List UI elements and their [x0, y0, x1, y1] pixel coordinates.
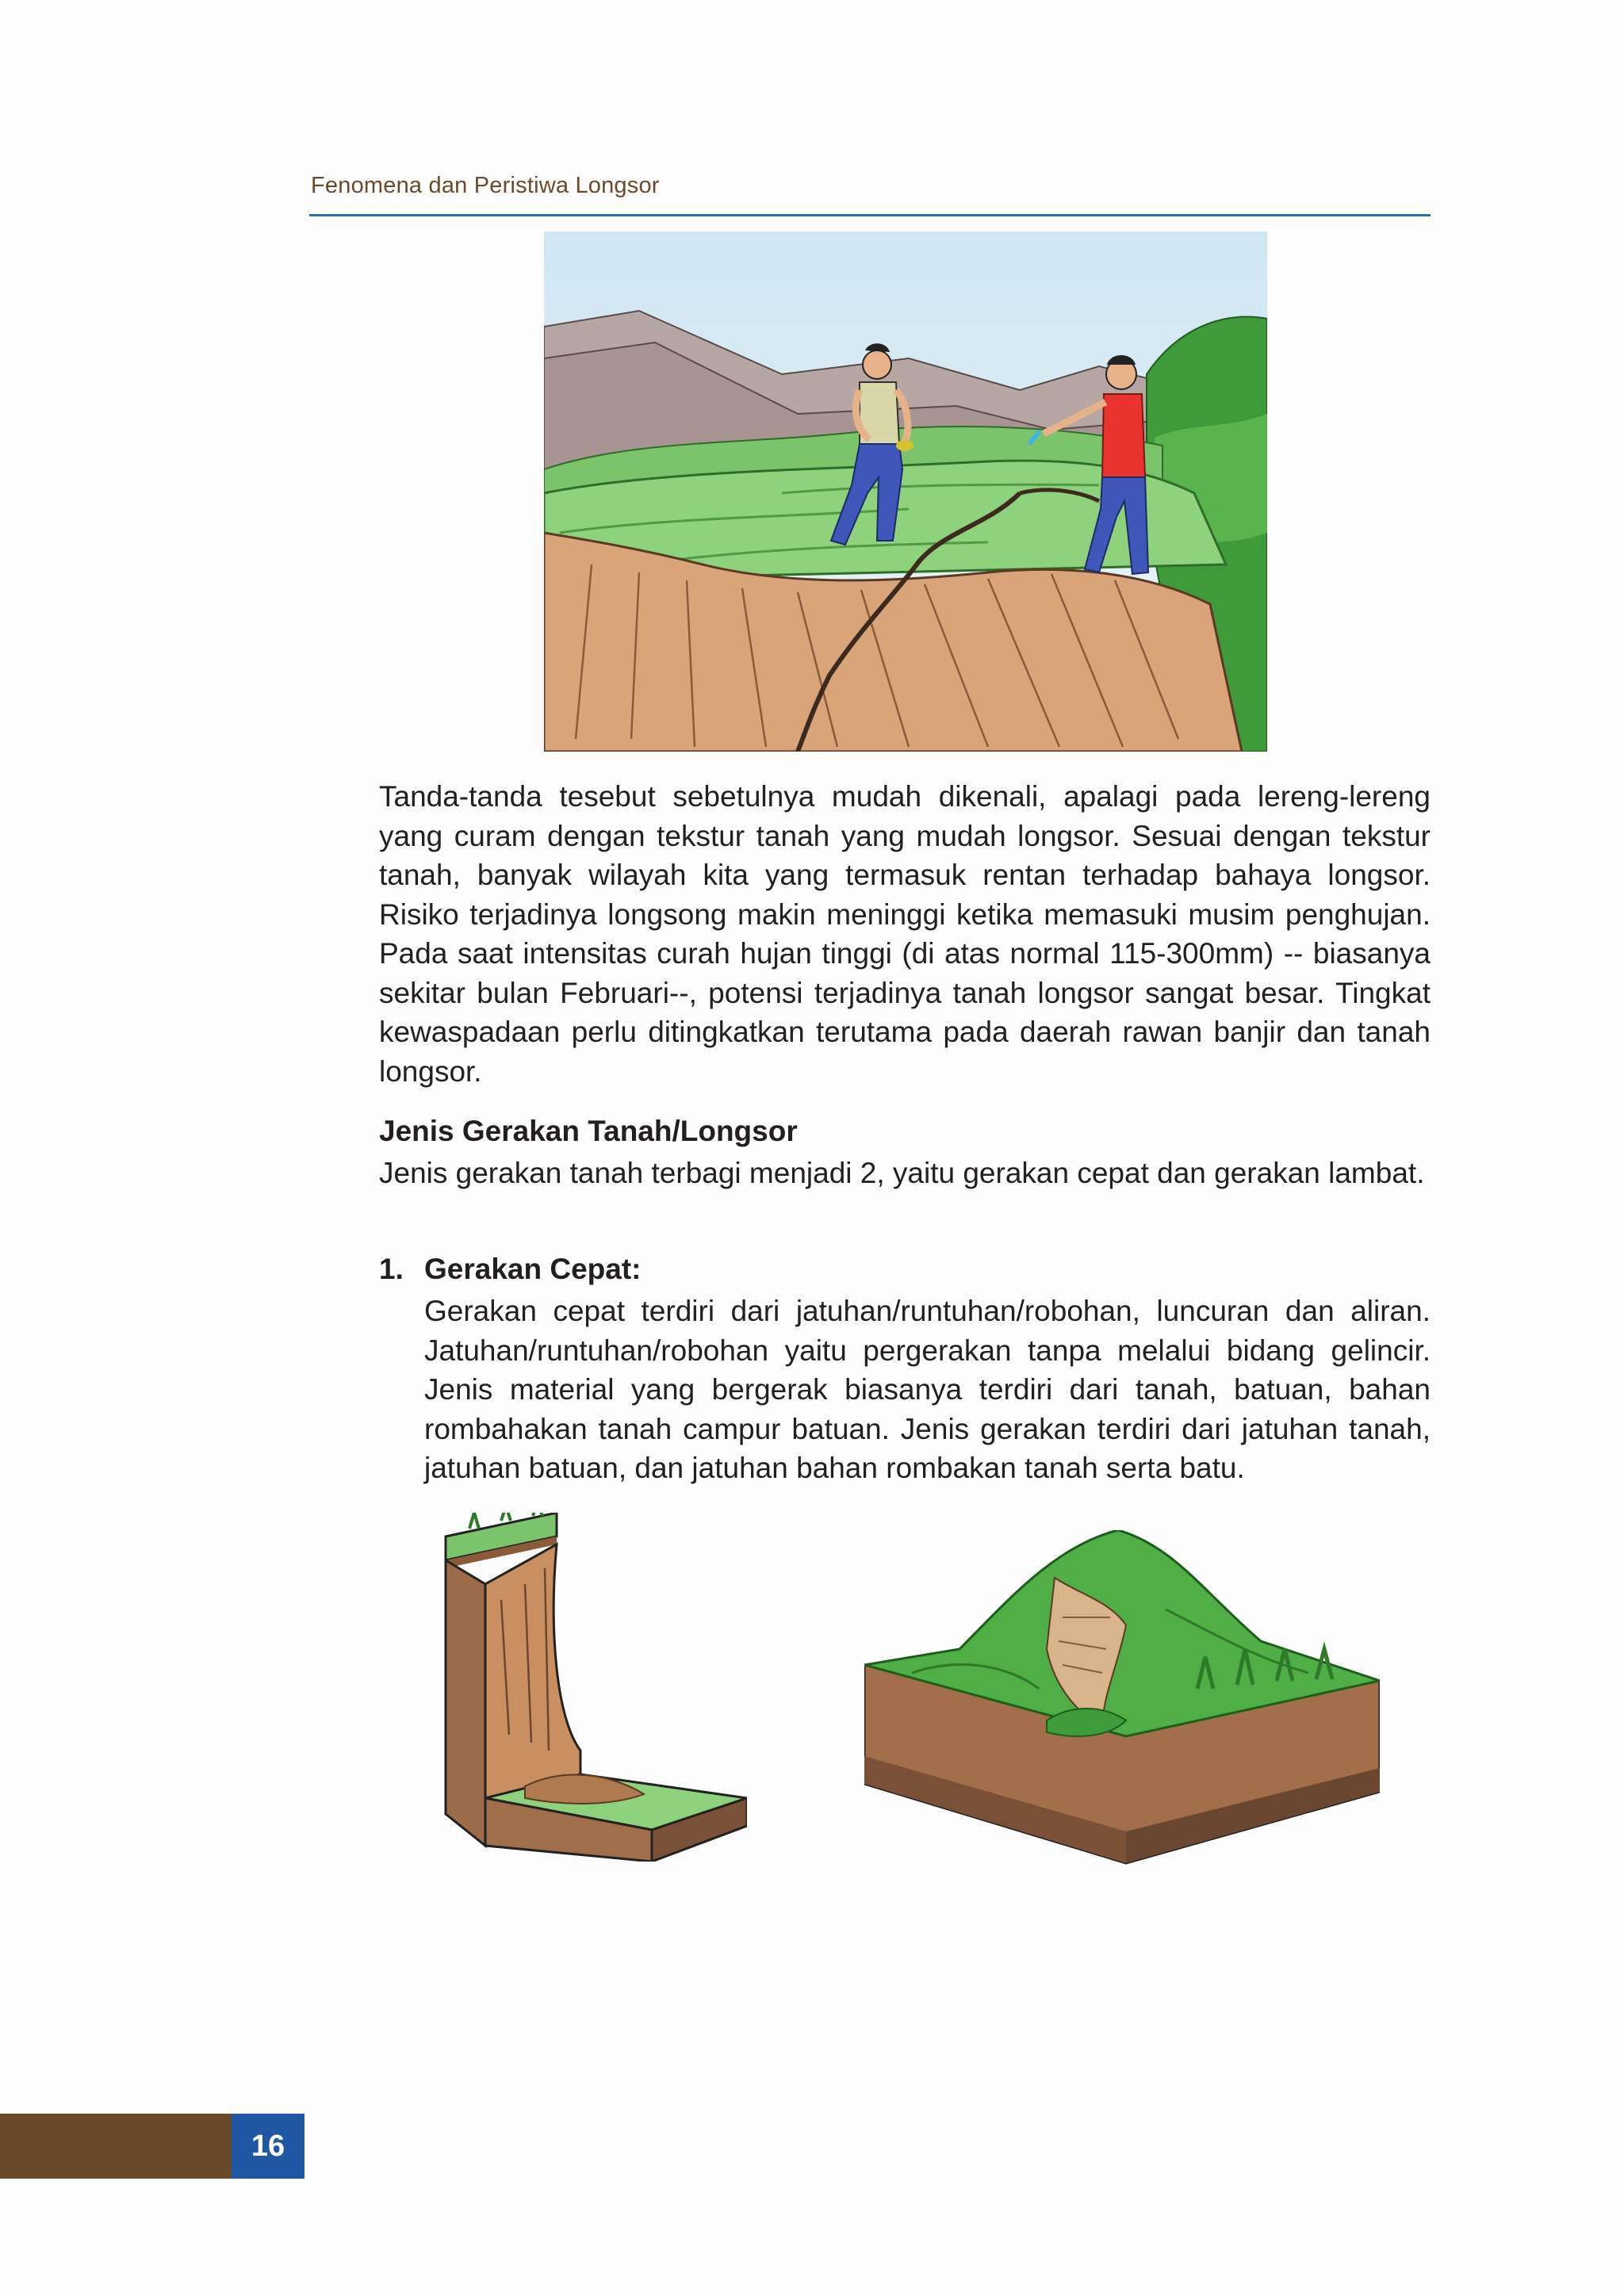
cliff-crack-illustration	[544, 232, 1267, 752]
body-paragraph-1: Tanda-tanda tesebut sebetulnya mudah dikenali, apalagi pada lereng-lereng yang curam dengan tekstur tanah yang mudah longsor. Sesuai dengan tekstur tanah, banyak wilayah kita yang termasuk rentan terhadap bahaya longsor. Risiko terjadinya longsong makin meninggi ketika memasuki musim penghujan. Pada saat intensitas curah hujan tinggi (di atas normal 115-300mm) -- biasanya sekitar bulan Februari--, potensi terjadinya tanah longsor sangat besar. Tingkat kewaspadaan perlu ditingkatkan terutama pada daerah rawan banjir dan tanah longsor.	[379, 780, 1431, 1088]
running-header: Fenomena dan Peristiwa Longsor	[311, 173, 660, 198]
list-title: Gerakan Cepat:	[424, 1253, 642, 1285]
list-body: Gerakan cepat terdiri dari jatuhan/runtuhan/robohan, luncuran dan aliran. Jatuhan/runtuhan/robohan yaitu pergerakan tanpa melalui bidang gelincir. Jenis material yang bergerak biasanya terdiri dari tanah, batuan, bahan rombahakan tanah campur batuan. Jenis gerakan terdiri dari jatuhan tanah, jatuhan batuan, dan jatuhan bahan rombakan tanah serta batu.	[424, 1295, 1431, 1484]
list-number: 1.	[379, 1253, 404, 1285]
rockfall-block-illustration	[438, 1513, 747, 1862]
header-rule	[309, 214, 1431, 216]
section-title: Jenis Gerakan Tanah/Longsor	[379, 1115, 798, 1147]
page-number: 16	[232, 2114, 304, 2179]
body-paragraph-2: Jenis gerakan tanah terbagi menjadi 2, yaitu gerakan cepat dan gerakan lambat.	[379, 1157, 1425, 1189]
footer-bar	[0, 2114, 232, 2179]
mountain-landslide-illustration	[864, 1530, 1380, 1871]
